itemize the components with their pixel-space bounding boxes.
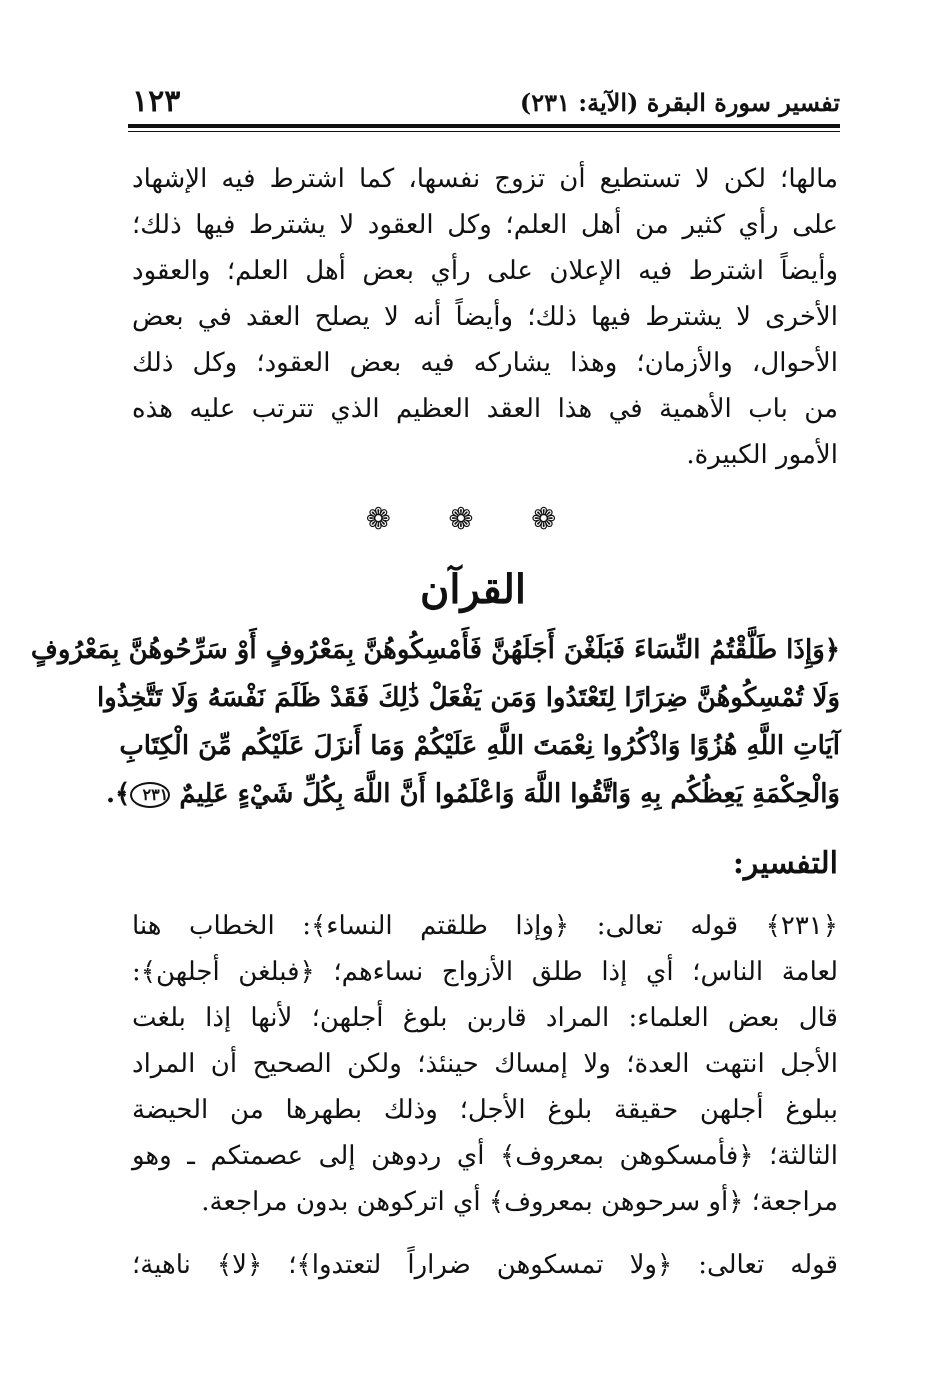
text-line: مراجعة؛ ﴿أو سرحوهن بمعروف﴾ أي اتركوهن بدون مراجعة. [201, 1187, 838, 1217]
text-line: ﴿٢٣١﴾ قوله تعالى: ﴿وإذا طلقتم النساء﴾: الخطاب هنا [132, 911, 838, 941]
text-line: قال بعض العلماء: المراد قاربن بلوغ أجلهن؛ لأنها إذا بلغت [132, 1003, 838, 1033]
text-line: مالها؛ لكن لا تستطيع أن تزوج نفسها، كما اشترط فيه الإشهاد [132, 164, 838, 194]
text-line: ببلوغ أجلهن حقيقة بلوغ الأجل؛ وذلك بطهرها من الحيضة [132, 1095, 838, 1125]
paragraph-intro [132, 156, 838, 478]
verse-line: ﴿وَإِذَا طَلَّقْتُمُ النِّسَاءَ فَبَلَغْنَ أَجَلَهُنَّ فَأَمْسِكُوهُنَّ بِمَعْرُوفٍ أَوْ سَرِّحُوهُنَّ بِمَعْرُوفٍ [30, 635, 840, 665]
verse-line-text: وَالْحِكْمَةِ يَعِظُكُم بِهِ وَاتَّقُوا اللَّهَ وَاعْلَمُوا أَنَّ اللَّهَ بِكُلِّ شَيْءٍ عَلِيمٌ [179, 779, 840, 809]
text-line: الأحوال، والأزمان؛ وهذا يشاركه فيه بعض العقود؛ وكل ذلك [132, 348, 838, 378]
header-rule-thick [128, 124, 840, 128]
verse-number-badge: ٢٣١ [130, 782, 170, 808]
text-line: وأيضاً اشترط فيه الإعلان على رأي بعض أهل العلم؛ والعقود [132, 256, 838, 286]
tafsir-heading: التفسير: [732, 846, 838, 881]
text-line: الأخرى لا يشترط فيها ذلك؛ وأيضاً أنه لا يصلح العقد في بعض [132, 302, 838, 332]
paragraph-tafsir [132, 903, 838, 1225]
text-line: قوله تعالى: ﴿ولا تمسكوهن ضراراً لتعتدوا﴾؛ ﴿لا﴾ ناهية؛ [132, 1250, 838, 1280]
header-rule-thin [128, 131, 840, 132]
text-line: لعامة الناس؛ أي إذا طلق الأزواج نساءهم؛ ﴿فبلغن أجلهن﴾: [132, 957, 838, 987]
quran-heading: القرآن [419, 566, 527, 613]
text-line: على رأي كثير من أهل العلم؛ وكل العقود لا يشترط فيها ذلك؛ [132, 210, 838, 240]
text-line: الأجل انتهت العدة؛ ولا إمساك حينئذ؛ ولكن الصحيح أن المراد [132, 1049, 838, 1079]
paragraph-continued [132, 1242, 838, 1288]
text-line: من باب الأهمية في هذا العقد العظيم الذي تترتب عليه هذه [132, 394, 838, 424]
quran-verse [30, 626, 840, 818]
running-title: تفسير سورة البقرة (الآية: ٢٣١) [519, 88, 840, 117]
verse-line-last [106, 770, 840, 818]
text-line: الأمور الكبيرة. [686, 440, 838, 470]
verse-line: آيَاتِ اللَّهِ هُزُوًا وَاذْكُرُوا نِعْمَتَ اللَّهِ عَلَيْكُمْ وَمَا أَنزَلَ عَلَيْكُم مِّنَ الْكِتَابِ [119, 731, 840, 761]
verse-closing: ﴾. [106, 779, 131, 809]
page-header [128, 78, 840, 128]
verse-line: وَلَا تُمْسِكُوهُنَّ ضِرَارًا لِتَعْتَدُوا وَمَن يَفْعَلْ ذَٰلِكَ فَقَدْ ظَلَمَ نَفْسَهُ وَلَا تَتَّخِذُوا [96, 683, 840, 713]
page-number: ١٢٣ [132, 84, 181, 119]
text-line: الثالثة؛ ﴿فأمسكوهن بمعروف﴾ أي ردوهن إلى عصمتكم ـ وهو [132, 1141, 838, 1171]
section-separator: ❁ ❁ ❁ [365, 502, 581, 537]
